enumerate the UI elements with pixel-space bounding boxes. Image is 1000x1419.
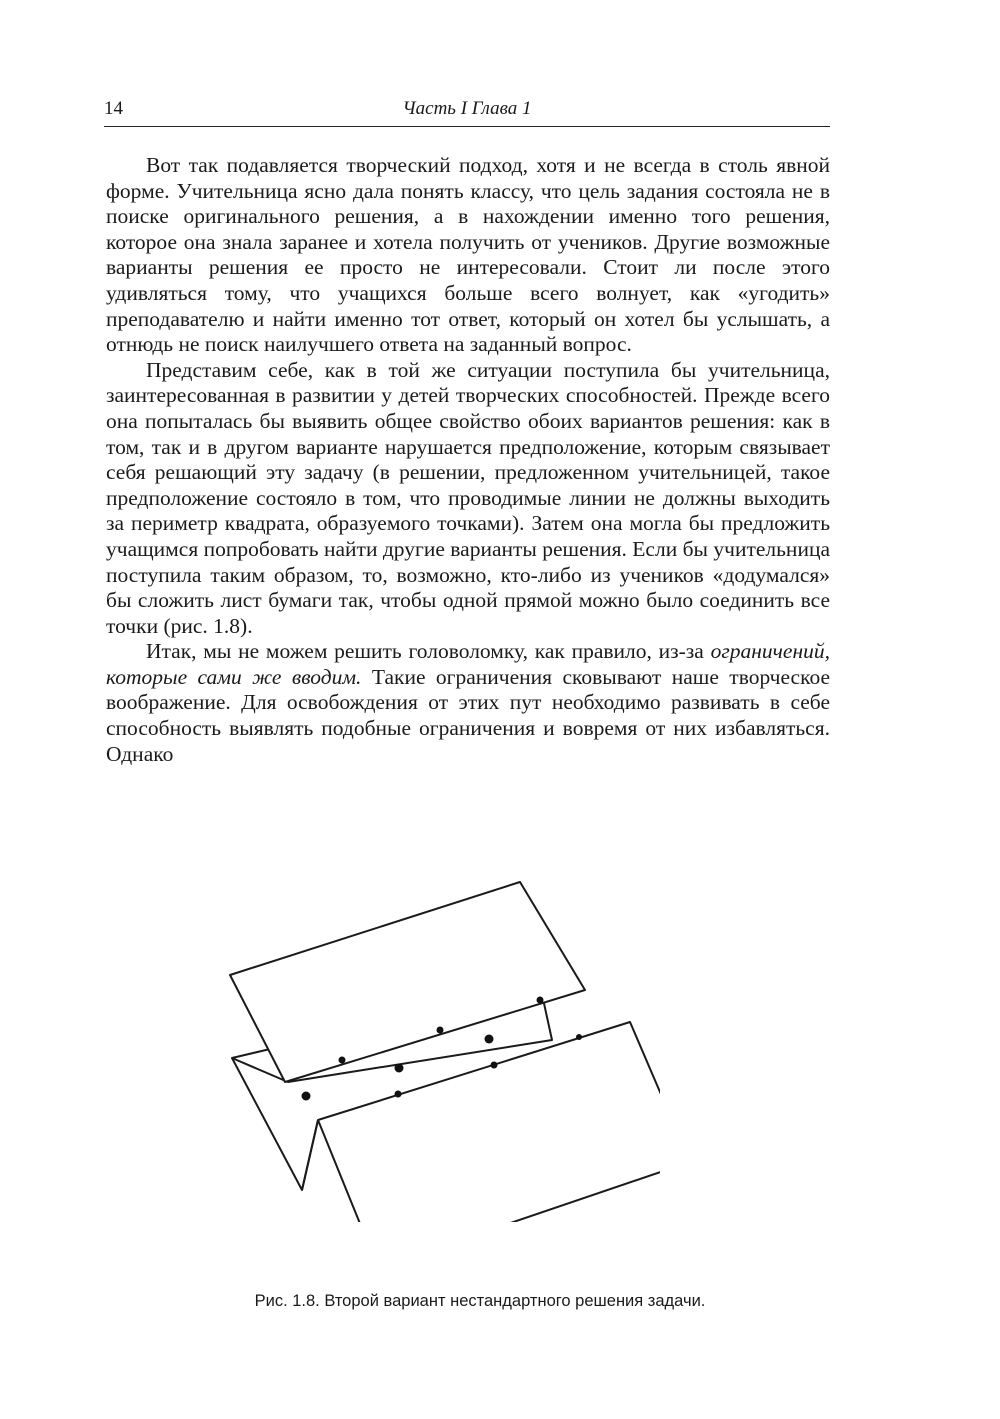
figure-caption: Рис. 1.8. Второй вариант нестандартного решения задачи.: [254, 1292, 706, 1310]
paragraph-3-start: Итак, мы не можем решить головоломку, как правило, из-за: [146, 639, 711, 664]
dot: [437, 1027, 444, 1034]
dot: [395, 1091, 402, 1098]
folded-paper-figure: [200, 872, 660, 1222]
paragraph-1: Вот так подавляется творческий подход, хотя и не всегда в столь явной форме. Учительница ясно дала понять классу, что цель задания состояла не в поиске оригинального решения, а в нахождении именно того решения, которое она знала заранее и хотела получить от учеников. Другие возможные варианты решения ее просто не интересовали. Стоит ли после этого удивляться тому, что учащихся больше всего волнует, как «угодить» преподавателю и найти именно тот ответ, который он хотел бы услышать, а отнюдь не поиск наилучшего ответа на заданный вопрос.: [106, 153, 830, 357]
dot: [576, 1034, 582, 1040]
body-text: [106, 153, 830, 767]
paragraph-3-emphasis: ограничений, которые сами же вводим.: [106, 639, 830, 689]
dot: [485, 1035, 494, 1044]
inner-fold-line: [302, 1120, 318, 1190]
paragraph-3: [106, 639, 830, 767]
dot: [302, 1092, 311, 1101]
dot: [339, 1057, 346, 1064]
page-header: [104, 96, 830, 127]
paragraph-2: Представим себе, как в той же ситуации поступила бы учительница, заинтересованная в развитии у детей творческих способностей. Прежде всего она попыталась бы выявить общее свойство обоих вариантов решения: как в том, так и в другом варианте нарушается предположение, которым связывает себя решающий эту задачу (в решении, предложенном учительницей, такое предположение состояло в том, что проводимые линии не должны выходить за периметр квадрата, образуемого точками). Затем она могла бы предложить учащимся попробовать найти другие варианты решения. Если бы учительница поступила таким образом, то, возможно, кто-либо из учеников «додумался» бы сложить лист бумаги так, чтобы одной прямой можно было соединить все точки (рис. 1.8).: [106, 357, 830, 638]
dot: [537, 997, 544, 1004]
dot: [395, 1064, 404, 1073]
page-number: 14: [104, 98, 123, 119]
dot: [491, 1062, 498, 1069]
paragraph-3-end: Такие ограничения сковывают наше творческое воображение. Для освобождения от этих пут необходимо развивать в себе способность выявлять подобные ограничения и вовремя от них избавляться. Однако: [106, 664, 831, 766]
running-head: Часть I Глава 1: [402, 98, 532, 119]
